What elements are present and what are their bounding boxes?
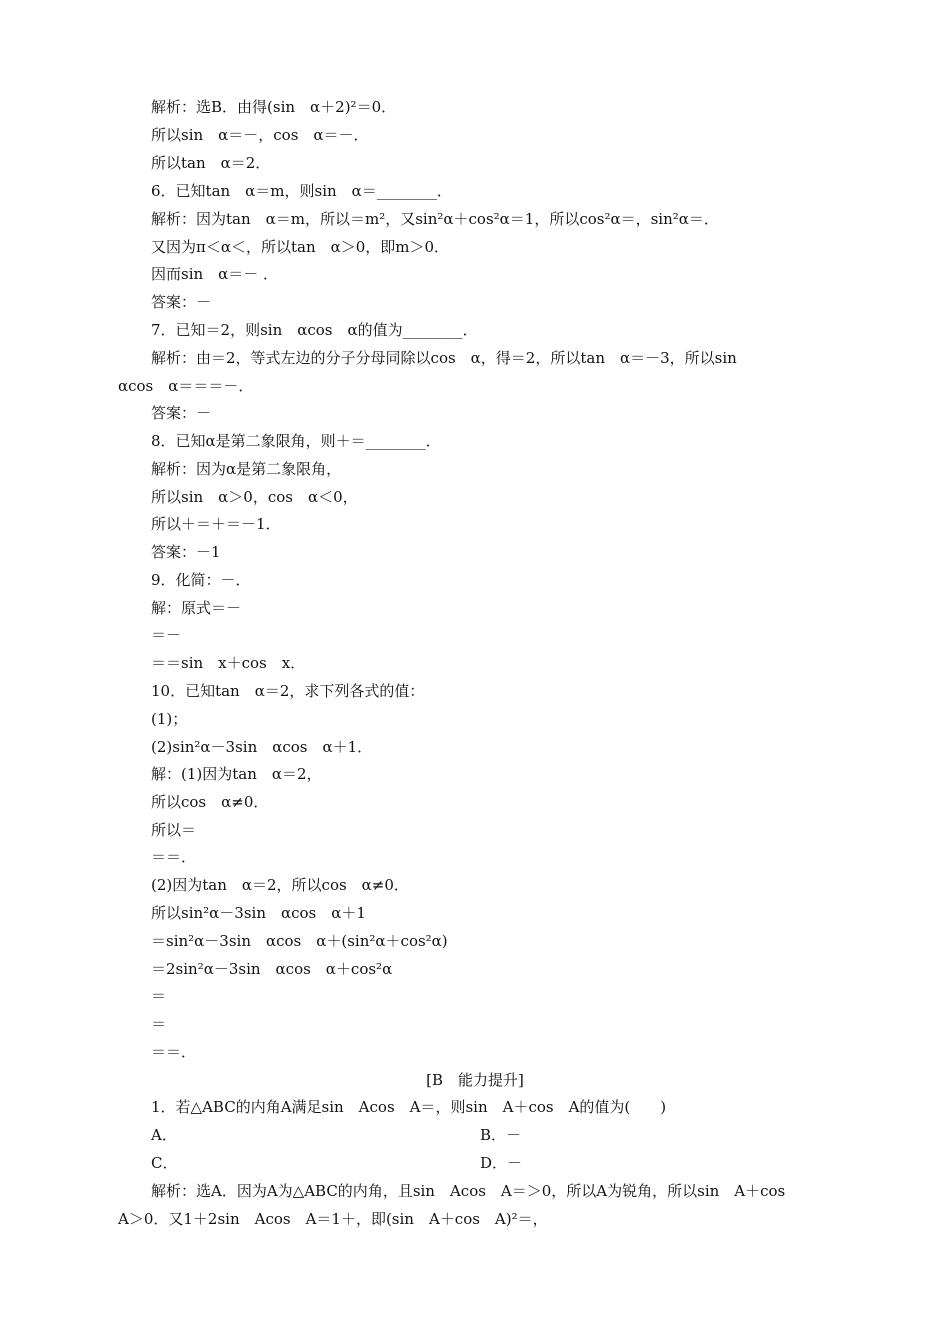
question-b1: 1．若△ABC的内角A满足sin Acos A＝，则sin A＋cos A的值为( ) <box>151 1098 667 1116</box>
answer-line: 答案：－1 <box>151 543 221 561</box>
text-line: ＝2sin²α－3sin αcos α＋cos²α <box>151 960 393 978</box>
text-line: ＝＝． <box>151 1043 197 1061</box>
question-10: 10．已知tan α＝2，求下列各式的值： <box>151 682 425 700</box>
option-d: D．－ <box>480 1154 523 1172</box>
option-c: C． <box>151 1154 178 1172</box>
text-line: ＝－ <box>151 626 182 644</box>
question-9: 9．化简：－． <box>151 571 251 589</box>
text-line: 所以sin α＞0，cos α＜0， <box>151 488 358 506</box>
text-line: (1)； <box>151 710 188 728</box>
text-line: ＝sin²α－3sin αcos α＋(sin²α＋cos²α) <box>151 932 448 950</box>
text-line: 所以sin²α－3sin αcos α＋1 <box>151 904 366 922</box>
text-line: 解析：因为α是第二象限角， <box>151 460 342 478</box>
text-line: 解：(1)因为tan α＝2， <box>151 765 322 783</box>
text-line: 解析：选B．由得(sin α＋2)²＝0． <box>151 98 397 116</box>
answer-line: 答案：－ <box>151 404 212 422</box>
question-7: 7．已知＝2，则sin αcos α的值为________． <box>151 321 478 339</box>
text-line: 解析：由＝2，等式左边的分子分母同除以cos α，得＝2，所以tan α＝－3，所以sin <box>151 349 737 367</box>
text-line: 所以＝ <box>151 821 197 839</box>
text-line: 又因为π＜α＜，所以tan α＞0，即m＞0． <box>151 238 450 256</box>
text-line: (2)sin²α－3sin αcos α＋1． <box>151 738 373 756</box>
analysis-line: 解析：选A．因为A为△ABC的内角，且sin Acos A＝＞0，所以A为锐角，所以sin A＋cos <box>151 1182 786 1200</box>
option-b: B．－ <box>480 1126 522 1144</box>
question-6: 6．已知tan α＝m，则sin α＝________． <box>151 182 452 200</box>
answer-line: 答案：－ <box>151 293 212 311</box>
text-line: 因而sin α＝－ ． <box>151 265 279 283</box>
text-line: ＝ <box>151 1015 167 1033</box>
text-line: (2)因为tan α＝2，所以cos α≠0． <box>151 876 409 894</box>
section-b-title: [B 能力提升] <box>426 1071 524 1089</box>
text-line: ＝＝sin x＋cos x． <box>151 654 306 672</box>
text-line: 解析：因为tan α＝m，所以＝m²，又sin²α＋cos²α＝1，所以cos²α＝，sin²α＝． <box>151 210 719 228</box>
text-line: 所以＋＝＋＝－1． <box>151 515 281 533</box>
analysis-line: A＞0．又1＋2sin Acos A＝1＋，即(sin A＋cos A)²＝， <box>118 1210 548 1228</box>
text-line: 所以cos α≠0． <box>151 793 269 811</box>
text-line: ＝＝． <box>151 848 197 866</box>
text-line: ＝ <box>151 987 167 1005</box>
text-line: 解：原式＝－ <box>151 599 242 617</box>
text-line: 所以tan α＝2． <box>151 154 271 172</box>
question-8: 8．已知α是第二象限角，则＋＝________． <box>151 432 441 450</box>
text-line: 所以sin α＝－，cos α＝－． <box>151 126 369 144</box>
option-a: A． <box>151 1126 177 1144</box>
text-line: αcos α＝＝＝－． <box>118 377 254 395</box>
